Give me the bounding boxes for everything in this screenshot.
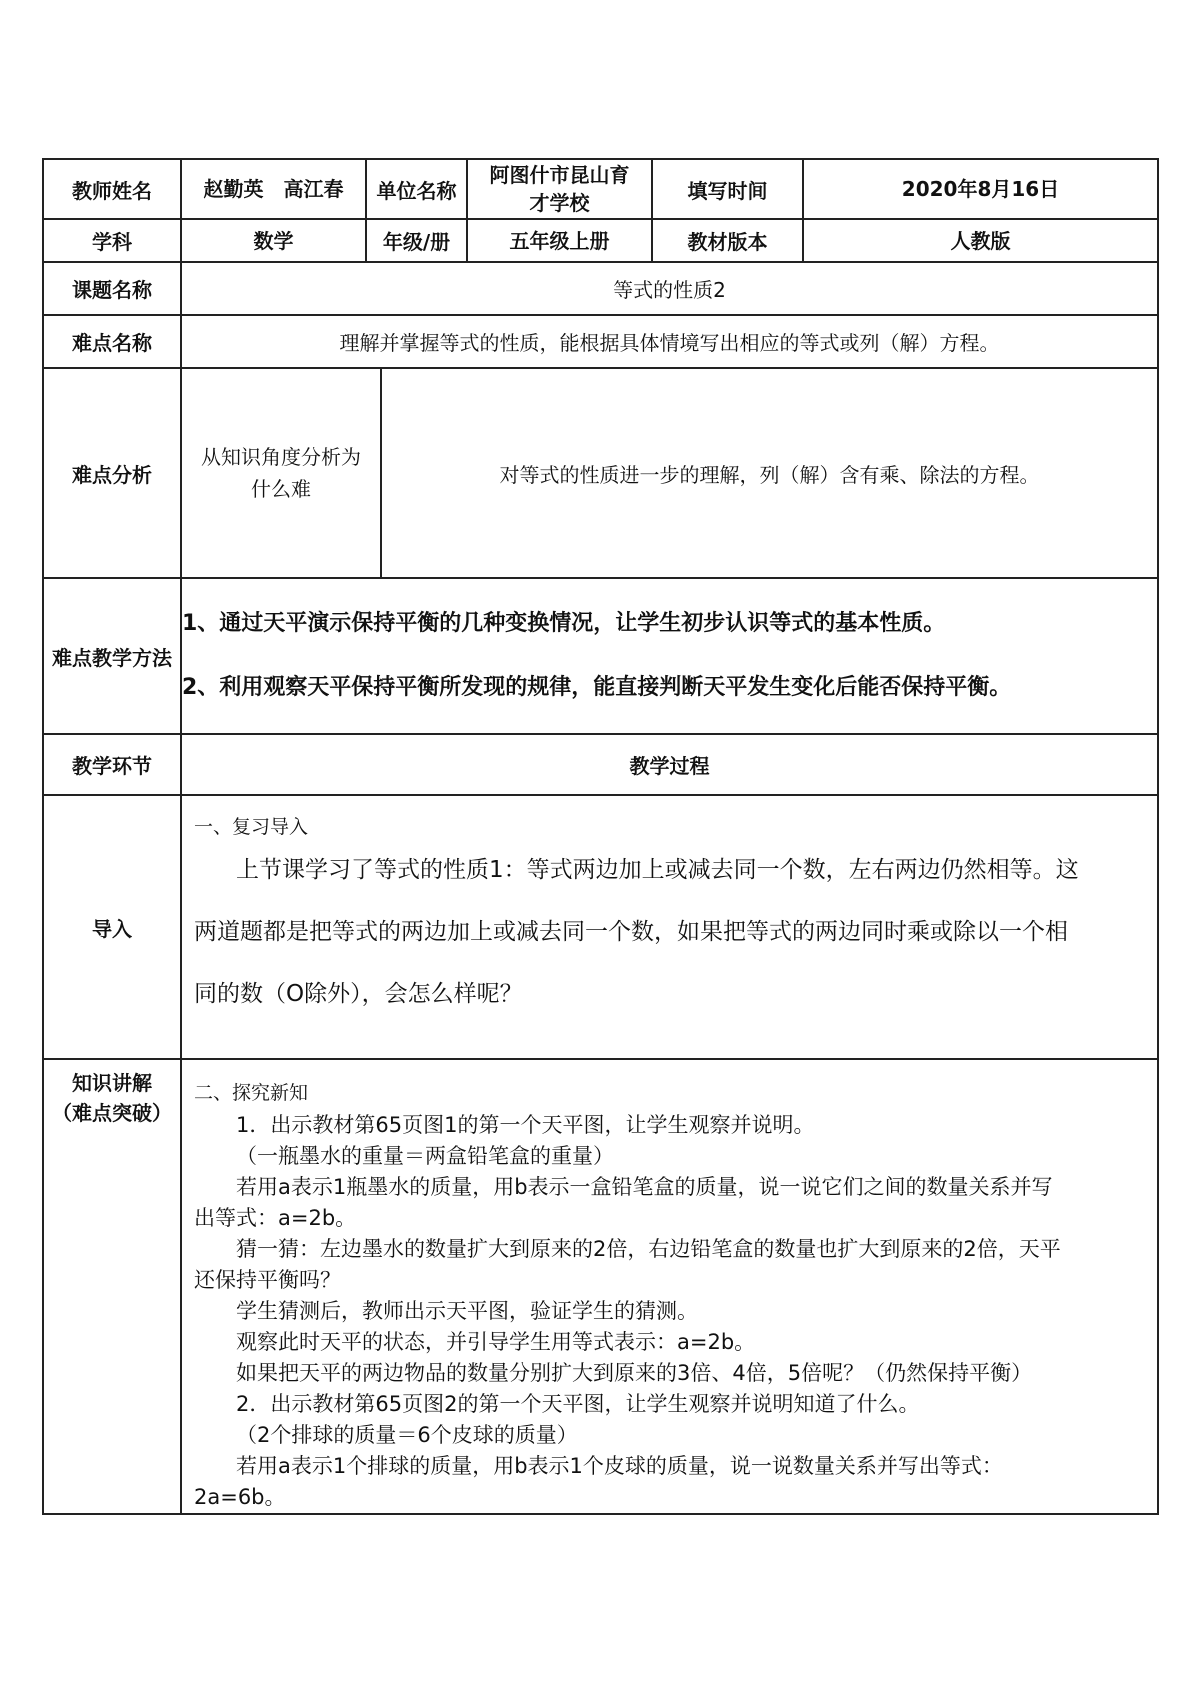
- knowledge-line: 如果把天平的两边物品的数量分别扩大到原来的3倍、4倍，5倍呢？（仍然保持平衡）: [236, 1361, 1033, 1385]
- lesson-plan-table: [42, 158, 1159, 1515]
- subject-value: 数学: [181, 219, 366, 262]
- unit-value: 阿图什市昆山育才学校: [467, 159, 652, 219]
- intro-content: [181, 795, 1158, 1059]
- method-item: 2、利用观察天平保持平衡所发现的规律，能直接判断天平发生变化后能否保持平衡。: [182, 675, 1012, 700]
- knowledge-line: 还保持平衡吗？: [194, 1268, 341, 1292]
- difficulty-label: 难点名称: [43, 315, 181, 368]
- date-label: 填写时间: [652, 159, 803, 219]
- unit-label: 单位名称: [366, 159, 467, 219]
- method-row: [43, 578, 1158, 734]
- date-value: 2020年8月16日: [803, 159, 1158, 219]
- info-row-2: [43, 219, 1158, 262]
- subject-label: 学科: [43, 219, 181, 262]
- knowledge-line: 2a=6b。: [194, 1485, 286, 1509]
- difficulty-row: [43, 315, 1158, 368]
- teacher-label: 教师姓名: [43, 159, 181, 219]
- topic-row: [43, 262, 1158, 315]
- process-stage-label: 教学环节: [43, 734, 181, 795]
- analysis-label: 难点分析: [43, 368, 181, 578]
- knowledge-lines: [182, 1110, 1157, 1513]
- method-label: 难点教学方法: [43, 578, 181, 734]
- teacher-value: 赵勤英 高江春: [181, 159, 366, 219]
- topic-label: 课题名称: [43, 262, 181, 315]
- knowledge-label-line: 知识讲解: [72, 1071, 152, 1095]
- intro-line: 两道题都是把等式的两边加上或减去同一个数，如果把等式的两边同时乘或除以一个相: [194, 919, 1068, 945]
- knowledge-heading: 二、探究新知: [194, 1082, 309, 1104]
- analysis-row: [43, 368, 1158, 578]
- analysis-split: [182, 369, 1157, 577]
- topic-value: 等式的性质2: [181, 262, 1158, 315]
- process-label: 教学过程: [181, 734, 1158, 795]
- analysis-value: 对等式的性质进一步的理解，列（解）含有乘、除法的方程。: [499, 462, 1040, 487]
- knowledge-row: [43, 1059, 1158, 1514]
- edition-label: 教材版本: [652, 219, 803, 262]
- analysis-cell: [181, 368, 1158, 578]
- grade-label: 年级/册: [366, 219, 467, 262]
- knowledge-line: （2个排球的质量＝6个皮球的质量）: [236, 1423, 578, 1447]
- intro-row: [43, 795, 1158, 1059]
- knowledge-line: 1．出示教材第65页图1的第一个天平图，让学生观察并说明。: [236, 1113, 815, 1137]
- info-row-1: [43, 159, 1158, 219]
- intro-heading: 一、复习导入: [194, 816, 309, 838]
- method-list: [181, 578, 1158, 734]
- knowledge-content: [181, 1059, 1158, 1514]
- intro-line: 上节课学习了等式的性质1：等式两边加上或减去同一个数，左右两边仍然相等。这: [236, 857, 1079, 883]
- knowledge-label-line: （难点突破）: [52, 1101, 172, 1125]
- edition-value: 人教版: [803, 219, 1158, 262]
- knowledge-label: [43, 1059, 181, 1514]
- difficulty-value: 理解并掌握等式的性质，能根据具体情境写出相应的等式或列（解）方程。: [181, 315, 1158, 368]
- knowledge-line: 出等式：a=2b。: [194, 1206, 357, 1230]
- knowledge-line: 若用a表示1瓶墨水的质量，用b表示一盒铅笔盒的质量，说一说它们之间的数量关系并写: [236, 1175, 1053, 1199]
- intro-label: 导入: [43, 795, 181, 1059]
- knowledge-line: 学生猜测后，教师出示天平图，验证学生的猜测。: [236, 1299, 698, 1323]
- grade-value: 五年级上册: [467, 219, 652, 262]
- knowledge-line: 2．出示教材第65页图2的第一个天平图，让学生观察并说明知道了什么。: [236, 1392, 920, 1416]
- knowledge-line: （一瓶墨水的重量＝两盒铅笔盒的重量）: [236, 1144, 614, 1168]
- knowledge-line: 猜一猜：左边墨水的数量扩大到原来的2倍，右边铅笔盒的数量也扩大到原来的2倍，天平: [236, 1237, 1061, 1261]
- process-header-row: [43, 734, 1158, 795]
- analysis-sub-label: 从知识角度分析为什么难: [182, 369, 382, 577]
- intro-line: 同的数（O除外），会怎么样呢？: [194, 981, 523, 1007]
- method-item: 1、通过天平演示保持平衡的几种变换情况，让学生初步认识等式的基本性质。: [182, 611, 946, 636]
- knowledge-line: 若用a表示1个排球的质量，用b表示1个皮球的质量，说一说数量关系并写出等式：: [236, 1454, 1003, 1478]
- knowledge-line: 观察此时天平的状态，并引导学生用等式表示：a=2b。: [236, 1330, 756, 1354]
